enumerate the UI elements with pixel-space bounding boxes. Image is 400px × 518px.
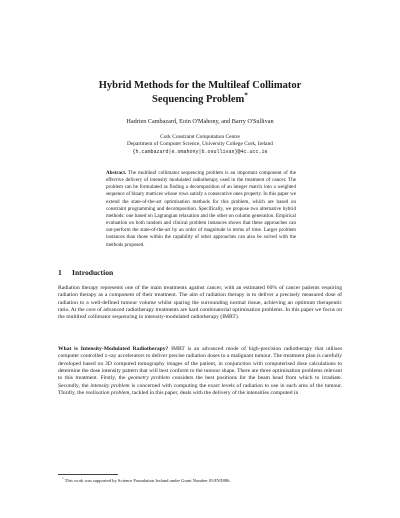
paragraph-2-text-a: IMRT is an advanced mode of high-precision radiotherapy that utilises computer controlled x-ray accelerators to deliver precise radiation doses to a malignant tumour. The treatment plan is carefully developed based on 3D computed tomography images of the patient, in conjunction with computerised dose calculations to determine the dose intensity pattern that will best conform to the tumour shape. There are three optimisation problems relevant to this treatment. Firstly, the: [58, 346, 342, 382]
abstract-text: The multileaf collimator sequencing problem is an important component of the effective delivery of intensity modulated radiotherapy used in the treatment of cancer. The problem can be formulated as finding a decomposition of an integer matrix into a weighted sequence of binary matrices whose rows satisfy a consecutive ones property. In this paper we extend the state-of-the-art optimisation methods for this problem, which are based on constraint programming and decomposition. Specifically, we propose two alternative hybrid methods: one based on Lagrangian relaxation and the other on column generation. Empirical evaluation on both random and clinical problem instances shows that these approaches can out-perform the state-of-the-art by an order of magnitude in terms of time. Larger problem instances than those within the capability of other approaches can also be solved with the methods proposed.: [106, 170, 296, 248]
footnote: [62, 478, 342, 484]
footnote-rule: [58, 474, 118, 475]
term-geometry-problem: geometry problem: [127, 375, 170, 382]
affiliation-line-2: Department of Computer Science, University College Cork, Ireland: [127, 141, 273, 148]
paper-authors: Hadrien Cambazard, Eoin O'Mahony, and Barry O'Sullivan: [126, 118, 274, 125]
paragraph-2-text-c: is concerned with computing the exact levels of radiation to use in each area of the tumour. Thirdly, the: [58, 382, 343, 397]
paragraph-2-heading: What is Intensity-Modulated Radiotherapy?: [58, 346, 169, 352]
footnote-text: This work was supported by Science Foundation Ireland under Grant Number 05/IN/I886.: [64, 478, 231, 483]
section-title: Introduction: [72, 268, 114, 277]
footnote-mark: *: [62, 476, 64, 481]
abstract: [106, 170, 296, 249]
title-footnote-mark: *: [244, 90, 248, 100]
intro-paragraph-2: [58, 346, 342, 397]
abstract-label: Abstract.: [106, 170, 127, 176]
term-realisation-problem: realisation problem: [85, 390, 130, 397]
intro-paragraph-1: Radiation therapy represents one of the main treatments against cancer, with an estimated 60% of cancer patients requiring radiation therapy as a component of their treatment. The aim of radiation therapy is to deliver a precisely measured dose of radiation to a well-defined tumour volume whilst sparing the surrounding normal tissue, achieving an optimum therapeutic ratio. At the core of advanced radiotherapy treatments are hard combinatorial optimisation problems. In this paper we focus on the multileaf collimator sequencing in intensity-modulated radiotherapy (IMRT).: [58, 285, 342, 321]
affiliation-line-1: Cork Constraint Computation Centre: [160, 134, 240, 140]
title-line-1: Hybrid Methods for the Multileaf Collimator: [98, 80, 302, 91]
affiliation-emails: {h.cambazard|e.omahony|b.osullivan}@4c.ucc.ie: [132, 148, 268, 155]
section-number: 1: [58, 268, 62, 277]
section-heading: [58, 268, 113, 277]
paragraph-2-text-b: considers the best positions for the beam head from which to irradiate. Secondly, the: [58, 375, 342, 389]
title-line-2: Sequencing Problem: [152, 94, 245, 105]
term-intensity-problem: intensity problem: [90, 382, 130, 389]
paper-title: [60, 79, 340, 107]
paper-affiliation: [60, 134, 340, 156]
paragraph-2-text-d: , tackled in this paper, deals with the delivery of the intensities computed in: [129, 390, 299, 397]
